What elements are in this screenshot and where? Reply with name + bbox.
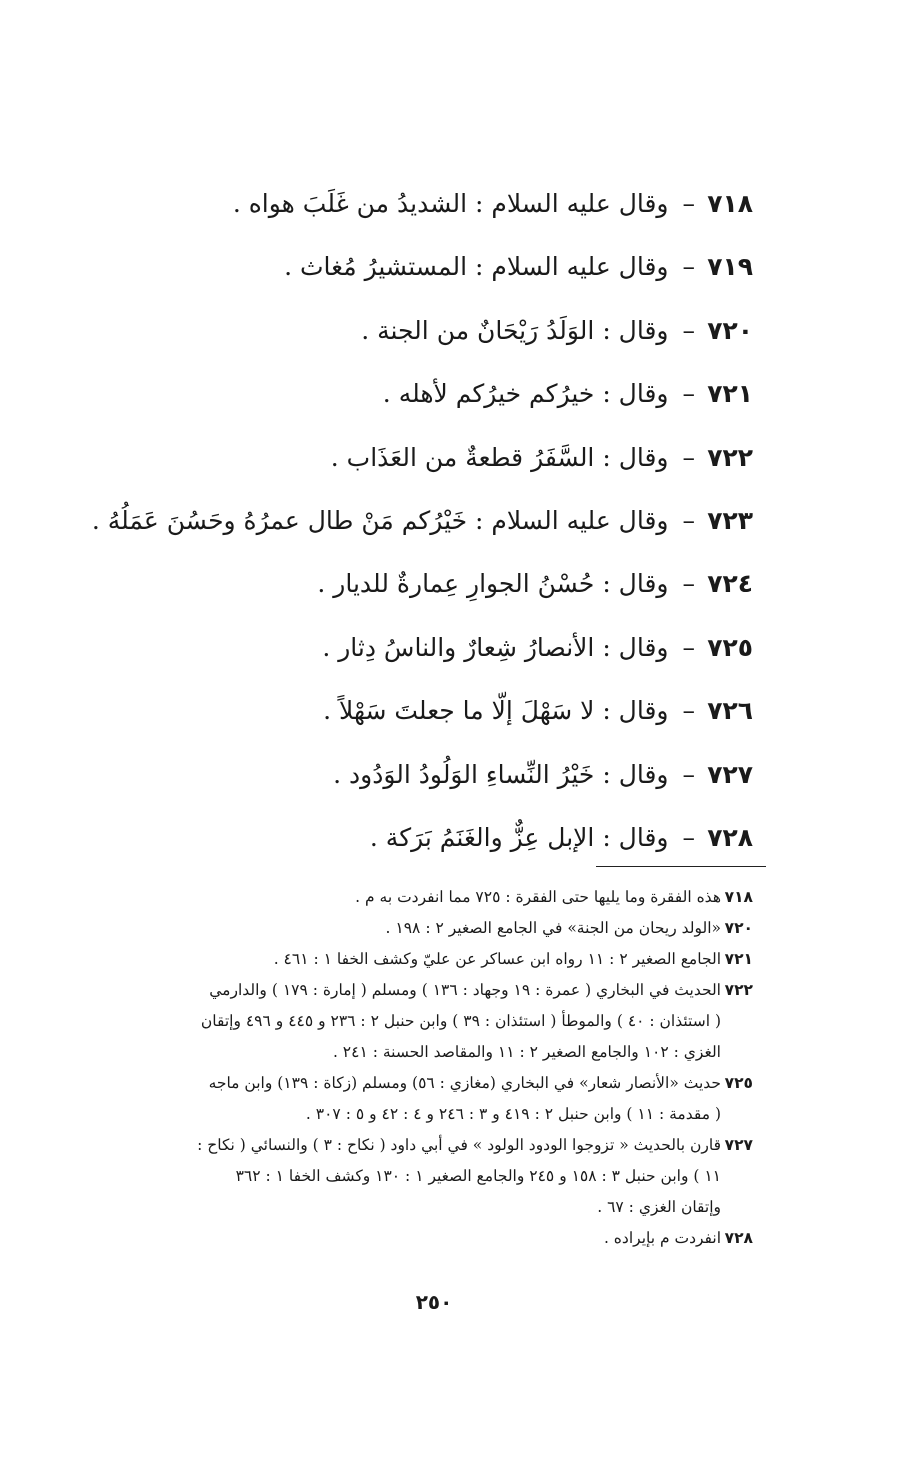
- hadith-number: ٧٢٠: [707, 315, 753, 345]
- dash-separator: –: [682, 632, 695, 662]
- footnote: [103, 975, 753, 1068]
- hadith-number: ٧٢١: [707, 379, 753, 409]
- page-number: ٢٥٠: [415, 1290, 453, 1314]
- footnote: [103, 913, 753, 944]
- hadith-item: [93, 679, 753, 742]
- hadith-text: وقال : السَّفَرُ قطعةٌ من العَذَاب .: [330, 442, 669, 472]
- footnote-text: [103, 975, 721, 1068]
- hadith-number: ٧١٨: [707, 189, 753, 218]
- footnote-number: ٧٢٥: [724, 1074, 753, 1092]
- footnote-number: ٧٢٠: [724, 919, 753, 937]
- hadith-number: ٧٢٢: [707, 442, 753, 472]
- dash-separator: –: [682, 379, 695, 409]
- hadith-item: [93, 299, 753, 362]
- footnote: [103, 1223, 753, 1254]
- dash-separator: –: [682, 505, 695, 535]
- hadith-text: وقال عليه السلام : الشديدُ من غَلَبَ هواه .: [232, 189, 669, 218]
- footnote-line: الجامع الصغير ٢ : ١١ رواه ابن عساكر عن عليّ وكشف الخفا ١ : ٤٦١ .: [273, 950, 721, 968]
- footnote-text: [103, 944, 721, 975]
- footnote-number: ٧٢٢: [724, 981, 753, 999]
- hadith-item: [93, 426, 753, 489]
- footnote: [103, 1068, 753, 1130]
- hadith-item: [93, 489, 753, 552]
- footnote-number: ٧٢٧: [724, 1136, 753, 1154]
- footnote: [103, 1130, 753, 1223]
- footnote-line: الغزي : ١٠٢ والجامع الصغير ٢ : ١١ والمقاصد الحسنة : ٢٤١ .: [332, 1043, 721, 1061]
- dash-separator: –: [682, 696, 695, 726]
- hadith-number: ٧٢٥: [707, 632, 753, 662]
- footnote-line: حديث «الأنصار شعار» في البخاري (مغازي : ٥٦) ومسلم (زكاة : ١٣٩) وابن ماجه: [208, 1074, 721, 1092]
- footnote-text: [103, 1068, 721, 1130]
- footnote-text: [103, 1130, 721, 1223]
- footnote-text: [103, 882, 721, 913]
- footnote-line: ( استئذان : ٤٠ ) والموطأ ( استئذان : ٣٩ ) وابن حنبل ٢ : ٢٣٦ و ٤٤٥ و ٤٩٦ وإتقان: [200, 1012, 721, 1030]
- dash-separator: –: [682, 822, 695, 852]
- footnote-line: الحديث في البخاري ( عمرة : ١٩ وجهاد : ١٣٦ ) ومسلم ( إمارة : ١٧٩ ) والدارمي: [209, 981, 721, 999]
- footnote-line: وإتقان الغزي : ٦٧ .: [597, 1198, 721, 1216]
- hadith-item: [93, 616, 753, 679]
- footnote-number: ٧٢٨: [724, 1229, 753, 1247]
- footnote-line: هذه الفقرة وما يليها حتى الفقرة : ٧٢٥ مما انفردت به م .: [355, 888, 721, 906]
- footnote-line: «الولد ريحان من الجنة» في الجامع الصغير ٢ : ١٩٨ .: [385, 919, 721, 937]
- hadith-number: ٧١٩: [707, 252, 753, 282]
- footnote-text: [103, 913, 721, 944]
- footnote-line: قارن بالحديث « تزوجوا الودود الولود » في أبي داود ( نكاح : ٣ ) والنسائي ( نكاح :: [197, 1136, 721, 1154]
- footnote-number: ٧٢١: [724, 950, 753, 968]
- hadith-item: [93, 743, 753, 806]
- hadith-text: وقال : الإبل عِزٌّ والغَنَمُ بَرَكة .: [369, 822, 669, 852]
- footnote-separator-line: [596, 866, 766, 867]
- hadith-text: وقال : خَيْرُ النِّساءِ الوَلُودُ الوَدُود .: [333, 759, 669, 789]
- hadith-text: وقال : الوَلَدُ رَيْحَانٌ من الجنة .: [361, 315, 669, 345]
- dash-separator: –: [682, 442, 695, 472]
- footnote-text: [103, 1223, 721, 1254]
- hadith-number: ٧٢٨: [707, 822, 753, 852]
- hadith-text: وقال : حُسْنُ الجوارِ عِمارةٌ للديار .: [317, 569, 669, 599]
- hadith-item: [93, 235, 753, 298]
- hadith-number: ٧٢٣: [707, 505, 753, 535]
- hadith-item: [93, 806, 753, 869]
- dash-separator: –: [682, 189, 695, 218]
- hadith-text: وقال عليه السلام : خَيْرُكم مَنْ طال عمرُهُ وحَسُنَ عَمَلُهُ .: [91, 505, 669, 535]
- dash-separator: –: [682, 315, 695, 345]
- hadith-number: ٧٢٤: [707, 569, 753, 599]
- dash-separator: –: [682, 252, 695, 282]
- hadith-list: [93, 172, 753, 869]
- footnotes: [103, 882, 753, 1254]
- hadith-text: وقال : خيرُكم خيرُكم لأهله .: [382, 379, 669, 409]
- footnote-line: ( مقدمة : ١١ ) وابن حنبل ٢ : ٤١٩ و ٣ : ٢٤٦ و ٤ : ٤٢ و ٥ : ٣٠٧ .: [305, 1105, 721, 1123]
- dash-separator: –: [682, 759, 695, 789]
- hadith-item: [93, 172, 753, 235]
- hadith-text: وقال عليه السلام : المستشيرُ مُغاث .: [284, 252, 669, 282]
- hadith-item: [93, 362, 753, 425]
- footnote: [103, 882, 753, 913]
- hadith-text: وقال : لا سَهْلَ إلّا ما جعلتَ سَهْلاً .: [323, 696, 669, 726]
- footnote: [103, 944, 753, 975]
- hadith-number: ٧٢٦: [707, 696, 753, 726]
- hadith-text: وقال : الأنصارُ شِعارٌ والناسُ دِثار .: [322, 632, 669, 662]
- hadith-item: [93, 552, 753, 615]
- footnote-line: انفردت م بإيراده .: [603, 1229, 721, 1247]
- footnote-number: ٧١٨: [724, 888, 753, 906]
- footnote-line: ١١ ) وابن حنبل ٣ : ١٥٨ و ٢٤٥ والجامع الصغير ١ : ١٣٠ وكشف الخفا ١ : ٣٦٢: [235, 1167, 721, 1185]
- hadith-number: ٧٢٧: [707, 759, 753, 789]
- dash-separator: –: [682, 569, 695, 599]
